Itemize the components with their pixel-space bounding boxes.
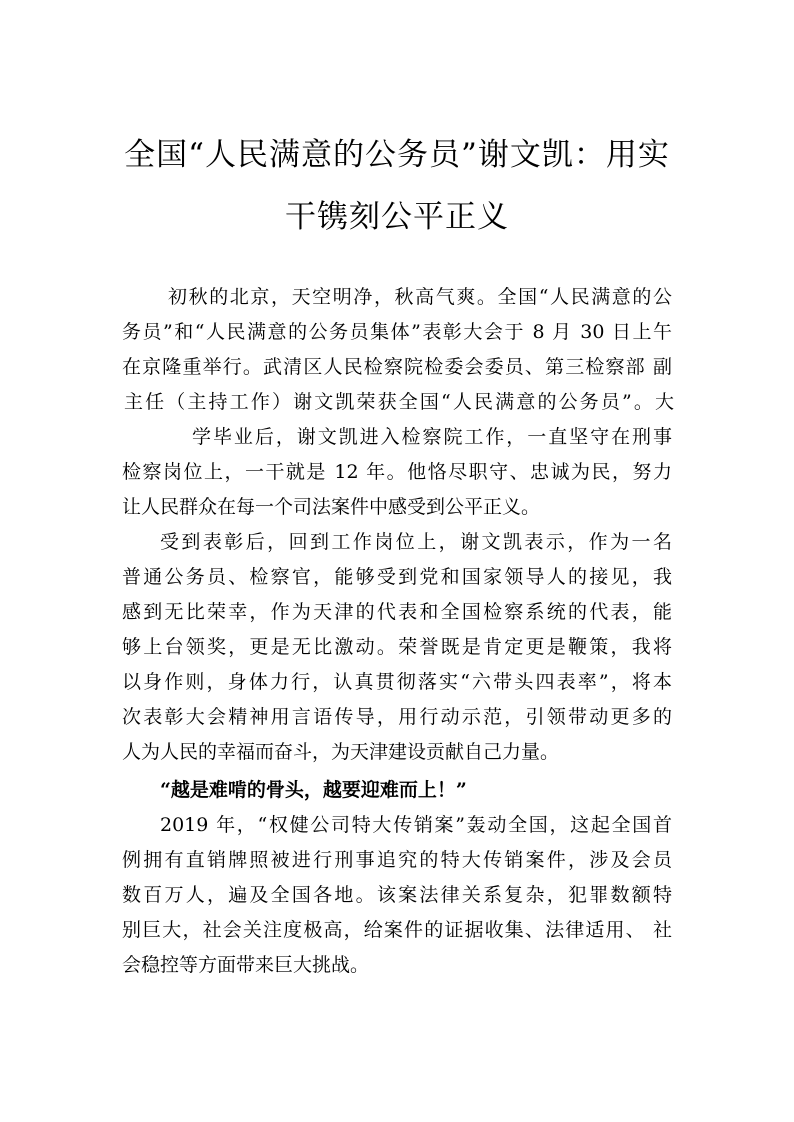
body-line-12: 以身作则，身体力行，认真贯彻落实“六带头四表率”，将本 bbox=[122, 671, 672, 693]
body-line-9: 普通公务员、检察官，能够受到党和国家领导人的接见，我 bbox=[122, 566, 672, 588]
section-heading: “越是难啃的骨头，越要迎难而上！” bbox=[160, 779, 467, 801]
body-line-5: 学毕业后，谢文凯进入检察院工作，一直坚守在刑事 bbox=[192, 426, 672, 448]
body-line-1: 初秋的北京，天空明净，秋高气爽。全国“人民满意的公 bbox=[168, 286, 672, 308]
body-line-7: 让人民群众在每一个司法案件中感受到公平正义。 bbox=[122, 496, 541, 518]
body-line-14: 人为人民的幸福而奋斗，为天津建设贡献自己力量。 bbox=[122, 741, 560, 763]
body-line-8: 受到表彰后，回到工作岗位上，谢文凯表示，作为一名 bbox=[160, 531, 672, 553]
body-line-18: 别巨大，社会关注度极高，给案件的证据收集、法律适用、 社 bbox=[122, 919, 672, 941]
body-line-6: 检察岗位上，一干就是 12 年。他恪尽职守、忠诚为民，努力 bbox=[122, 461, 672, 483]
body-line-16: 例拥有直销牌照被进行刑事追究的特大传销案件，涉及会员 bbox=[122, 849, 672, 871]
article-title bbox=[100, 124, 694, 248]
body-line-13: 次表彰大会精神用言语传导，用行动示范，引领带动更多的 bbox=[122, 706, 672, 728]
body-line-17: 数百万人，遍及全国各地。该案法律关系复杂，犯罪数额特 bbox=[122, 884, 672, 906]
body-line-19: 会稳控等方面带来巨大挑战。 bbox=[122, 954, 370, 976]
body-line-15: 2019 年，“权健公司特大传销案”轰动全国，这起全国首 bbox=[160, 814, 672, 836]
title-line-1: 全国“人民满意的公务员”谢文凯：用实 bbox=[124, 137, 670, 173]
title-line-2: 干镌刻公平正义 bbox=[285, 199, 509, 235]
body-line-11: 够上台领奖，更是无比激动。荣誉既是肯定更是鞭策，我将 bbox=[122, 636, 672, 658]
body-line-10: 感到无比荣幸，作为天津的代表和全国检察系统的代表，能 bbox=[122, 601, 672, 623]
body-line-4: 主任（主持工作）谢文凯荣获全国“人民满意的公务员”。大 bbox=[124, 391, 674, 413]
body-line-2: 务员”和“人民满意的公务员集体”表彰大会于 8 月 30 日上午 bbox=[122, 321, 672, 343]
body-line-3: 在京隆重举行。武清区人民检察院检委会委员、第三检察部 副 bbox=[122, 356, 672, 378]
